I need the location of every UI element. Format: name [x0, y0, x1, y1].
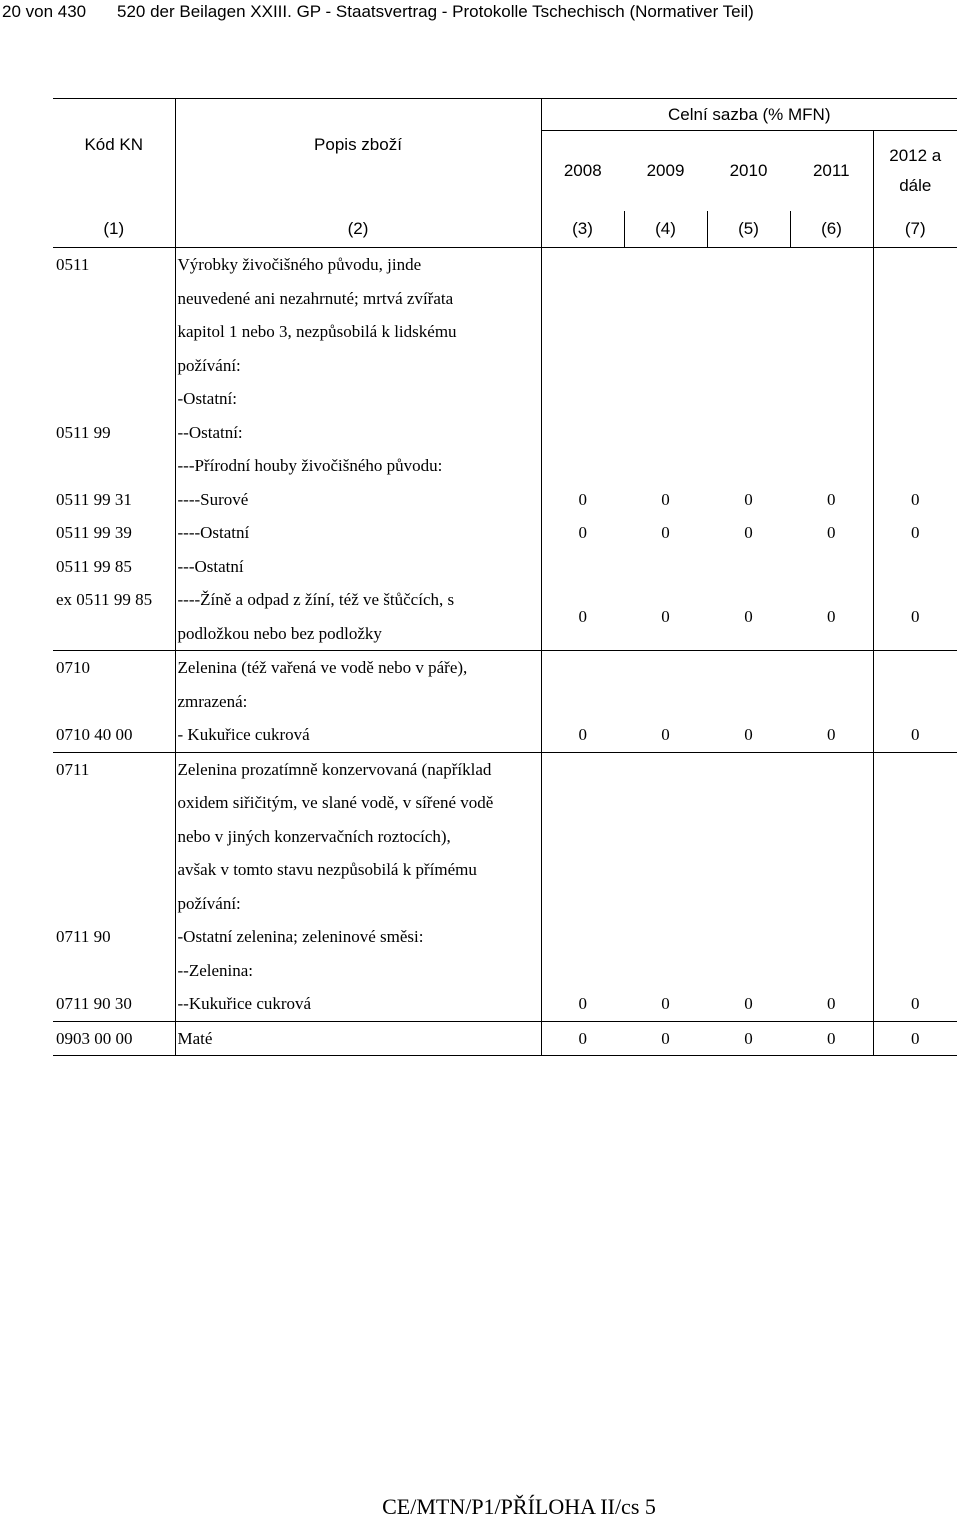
table-row [53, 685, 957, 719]
year-2012-line1: 2012 a [889, 146, 942, 165]
code-cell: 0711 [53, 752, 175, 786]
rate-cell: 0 [541, 987, 624, 1021]
code-cell: ex 0511 99 85 [56, 590, 153, 609]
desc-cell: požívání: [175, 349, 541, 383]
table-row [53, 954, 957, 988]
desc-cell: --Kukuřice cukrová [175, 987, 541, 1021]
desc-cell: požívání: [175, 887, 541, 921]
table-row [53, 483, 957, 517]
desc-cell: -Ostatní: [175, 382, 541, 416]
rate-cell: 0 [744, 489, 753, 509]
column-number: (6) [790, 211, 873, 248]
table-row [53, 449, 957, 483]
desc-cell: - Kukuřice cukrová [175, 718, 541, 752]
desc-line: ----Žíně a odpad z žíní, též ve štůčcích, s [177, 590, 455, 609]
table-row [53, 853, 957, 887]
desc-cell: kapitol 1 nebo 3, nezpůsobilá k lidskému [175, 315, 541, 349]
tariff-table [53, 98, 957, 1056]
desc-cell: nebo v jiných konzervačních roztocích), [175, 820, 541, 854]
rate-cell: 0 [827, 994, 836, 1013]
desc-cell: zmrazená: [175, 685, 541, 719]
desc-cell: Maté [175, 1021, 541, 1056]
rate-cell: 0 [541, 718, 624, 752]
table-row [53, 920, 957, 954]
column-header-kod: Kód KN [53, 99, 175, 212]
rate-cell: 0 [624, 1021, 707, 1056]
rate-cell: 0 [744, 606, 753, 626]
desc-cell: ---Ostatní [175, 550, 541, 584]
desc-cell: --Ostatní: [175, 416, 541, 450]
table-row [53, 516, 957, 550]
rate-cell: 0 [873, 516, 957, 550]
rate-cell: 0 [661, 489, 670, 509]
code-cell: 0903 00 00 [53, 1021, 175, 1056]
table-row [53, 987, 957, 1021]
rate-cell: 0 [827, 606, 836, 626]
rate-cell: 0 [873, 987, 957, 1021]
table-body [53, 248, 957, 1056]
code-cell: 0511 99 39 [56, 523, 132, 542]
page-number: 20 von 430 [2, 2, 87, 21]
table-row [53, 1021, 957, 1056]
page-footer: CE/MTN/P1/PŘÍLOHA II/cs 5 [382, 1494, 656, 1519]
table-row [53, 820, 957, 854]
rate-cell: 0 [661, 523, 670, 542]
rate-cell: 0 [661, 994, 670, 1013]
rate-cell: 0 [661, 725, 670, 744]
desc-cell: Výrobky živočišného původu, jinde [175, 248, 541, 282]
column-header-popis: Popis zboží [175, 99, 541, 212]
table-row [53, 887, 957, 921]
rate-cell: 0 [744, 994, 753, 1013]
year-header: 2009 [646, 161, 685, 180]
rate-cell: 0 [661, 606, 670, 626]
year-header: 2010 [729, 161, 768, 180]
desc-cell: ----Surové [175, 483, 541, 517]
table-row [53, 583, 957, 651]
table-row [53, 651, 957, 685]
table-row [53, 248, 957, 282]
table-row [53, 282, 957, 316]
rate-cell: 0 [744, 725, 753, 744]
rate-cell: 0 [541, 483, 624, 517]
rate-cell: 0 [541, 516, 624, 550]
rate-cell: 0 [873, 583, 957, 651]
table-row [53, 786, 957, 820]
year-header: 2008 [541, 131, 624, 212]
column-number: (7) [873, 211, 957, 248]
code-cell: 0711 90 30 [56, 994, 132, 1013]
column-header-celni-sazba: Celní sazba (% MFN) [541, 99, 957, 131]
desc-cell: oxidem siřičitým, ve slané vodě, v sířené vodě [175, 786, 541, 820]
desc-cell: ----Ostatní [175, 516, 541, 550]
code-cell: 0511 99 85 [56, 556, 132, 576]
desc-cell: -Ostatní zelenina; zeleninové směsi: [175, 920, 541, 954]
desc-cell: avšak v tomto stavu nezpůsobilá k přímému [175, 853, 541, 887]
year-header-2012 [873, 131, 957, 212]
desc-cell: Zelenina (též vařená ve vodě nebo v páře), [175, 651, 541, 685]
code-cell: 0710 [53, 651, 175, 685]
year-2012-line2: dále [899, 176, 932, 195]
code-cell: 0511 99 31 [56, 489, 132, 509]
table-row [53, 752, 957, 786]
code-cell: 0511 [53, 248, 175, 282]
rate-cell: 0 [827, 725, 836, 744]
table-row [53, 416, 957, 450]
desc-cell [175, 583, 541, 651]
table-row [53, 315, 957, 349]
rate-cell: 0 [744, 523, 753, 542]
desc-cell: --Zelenina: [175, 954, 541, 988]
column-number: (2) [175, 211, 541, 248]
column-number: (3) [541, 211, 624, 248]
desc-cell: neuvedené ani nezahrnuté; mrtvá zvířata [175, 282, 541, 316]
desc-cell: ---Přírodní houby živočišného původu: [175, 449, 541, 483]
column-number: (1) [53, 211, 175, 248]
table-row [53, 718, 957, 752]
rate-cell: 0 [827, 523, 836, 542]
column-number: (4) [624, 211, 707, 248]
table-row [53, 382, 957, 416]
year-header: 2011 [812, 161, 850, 180]
desc-cell: Zelenina prozatímně konzervovaná (například [175, 752, 541, 786]
rate-cell: 0 [790, 1021, 873, 1056]
rate-cell: 0 [707, 1021, 790, 1056]
rate-cell: 0 [541, 583, 624, 651]
code-cell: 0710 40 00 [56, 725, 133, 744]
code-cell: 0511 99 [56, 422, 111, 442]
table-row [53, 550, 957, 584]
column-number: (5) [707, 211, 790, 248]
code-cell: 0711 90 [56, 927, 111, 946]
rate-cell: 0 [541, 1021, 624, 1056]
document-title: 520 der Beilagen XXIII. GP - Staatsvertrag - Protokolle Tschechisch (Normativer Teil) [117, 2, 754, 21]
desc-line: podložkou nebo bez podložky [177, 623, 382, 643]
table-row [53, 349, 957, 383]
rate-cell: 0 [873, 483, 957, 517]
rate-cell: 0 [873, 1021, 957, 1056]
rate-cell: 0 [827, 489, 836, 509]
rate-cell: 0 [873, 718, 957, 752]
